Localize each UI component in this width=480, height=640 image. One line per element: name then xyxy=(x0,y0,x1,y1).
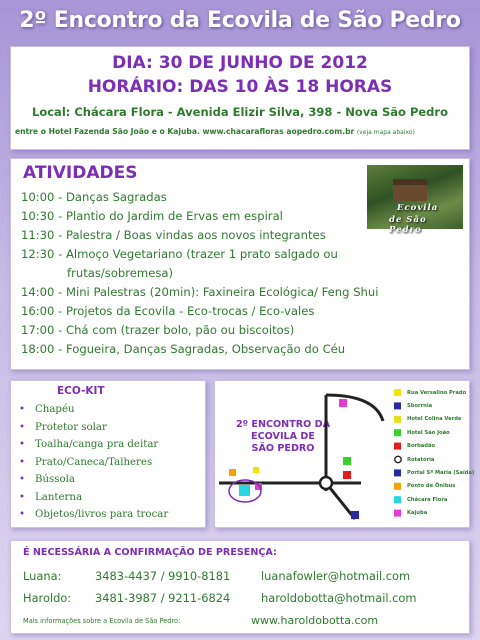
marker-portal xyxy=(351,511,359,519)
activity-text: Chá com (trazer bolo, pão ou biscoitos) xyxy=(65,323,295,337)
marker-hotel-sao-joao xyxy=(343,457,351,465)
activities-heading: ATIVIDADES xyxy=(23,163,138,183)
contact-email[interactable]: haroldobotta@hotmail.com xyxy=(261,591,417,605)
contact-email[interactable]: luanafowler@hotmail.com xyxy=(261,569,411,583)
marker-kajuba xyxy=(339,399,347,407)
bullet-icon: • xyxy=(19,456,26,468)
legend-swatch xyxy=(394,389,401,396)
eco-kit-item xyxy=(19,456,152,470)
eco-kit-item-label: Prato/Caneca/Talheres xyxy=(35,456,153,468)
eco-kit-item xyxy=(19,491,82,505)
marker-chacara-flora xyxy=(239,485,250,496)
more-info-label: Mais informações sobre a Ecovila de São Pedro: xyxy=(23,617,181,625)
activity-item: 18:00 - Fogueira, Danças Sagradas, Observação do Céu xyxy=(21,342,346,356)
directions-text: entre o Hotel Fazenda São João e o Kajuba. xyxy=(15,127,200,136)
legend-swatch xyxy=(394,402,401,409)
eco-kit-item xyxy=(19,421,107,435)
legend-swatch xyxy=(394,429,401,436)
eco-kit-item-label: Protetor solar xyxy=(35,421,107,433)
legend-swatch xyxy=(394,416,401,423)
activity-time: 18:00 xyxy=(21,342,55,356)
contact-phones: 3483-4437 / 9910-8181 xyxy=(95,569,231,583)
activity-text: Almoço Vegetariano (trazer 1 prato salgado ou xyxy=(65,247,338,261)
activity-text: frutas/sobremesa) xyxy=(67,266,174,280)
legend-label: Borbadão xyxy=(407,443,436,450)
eco-kit-item-label: Lanterna xyxy=(35,491,83,503)
photo-caption-1: Ecovila xyxy=(397,203,439,213)
map-title-1: 2º ENCONTRO DA xyxy=(235,419,331,430)
activity-item: 10:30 - Plantio do Jardim de Ervas em espiral xyxy=(21,209,283,223)
activity-item: 11:30 - Palestra / Boas vindas aos novos integrantes xyxy=(21,228,326,242)
eco-kit-item-label: Bússola xyxy=(35,474,75,485)
legend-label: Rua Versalino Prado xyxy=(407,389,467,396)
activity-text: Fogueira, Danças Sagradas, Observação do Céu xyxy=(65,342,346,356)
eco-kit-item xyxy=(19,508,168,522)
activity-item: 17:00 - Chá com (trazer bolo, pão ou biscoitos) xyxy=(21,323,295,337)
legend-swatch xyxy=(394,496,401,503)
legend-label: Hotel São João xyxy=(407,429,450,436)
event-directions xyxy=(15,127,467,136)
legend-label: Hotel Colina Verde xyxy=(407,416,462,423)
activity-item: 14:00 - Mini Palestras (20min): Faxineira Ecológica/ Feng Shui xyxy=(21,285,379,299)
contact-heading: É NECESSÁRIA A CONFIRMAÇÃO DE PRESENÇA: xyxy=(23,547,277,558)
eco-kit-item xyxy=(19,438,158,452)
map-note: (veja mapa abaixo) xyxy=(356,129,415,136)
marker-bus-stop xyxy=(229,469,236,476)
marker-rua xyxy=(253,467,259,473)
contact-name: Luana: xyxy=(23,569,62,583)
legend-label: Chácara Flora xyxy=(407,496,448,503)
bullet-icon: • xyxy=(19,474,26,485)
bullet-icon: • xyxy=(19,404,26,415)
poster-title: 2º Encontro da Ecovila de São Pedro xyxy=(19,8,461,33)
photo-caption-2: de São Pedro xyxy=(389,215,427,235)
activity-text: Plantio do Jardim de Ervas em espiral xyxy=(65,209,283,223)
activity-item: 16:00 - Projetos da Ecovila - Eco-trocas / Eco-vales xyxy=(21,304,315,318)
map-title-3: SÃO PEDRO xyxy=(251,443,315,454)
activity-item xyxy=(21,265,431,282)
legend-swatch xyxy=(395,456,401,462)
eco-kit-item xyxy=(19,473,75,487)
contact-name: Haroldo: xyxy=(23,591,72,605)
legend-label: Rotatória xyxy=(407,456,435,463)
legend-label: Portal Sº Maria (Saída) xyxy=(407,469,475,476)
legend-label: Kajuba xyxy=(407,510,428,517)
bullet-icon: • xyxy=(19,491,26,503)
activity-text: Projetos da Ecovila - Eco-trocas / Eco-vales xyxy=(65,304,315,318)
legend-label: Sborrnia xyxy=(407,402,433,409)
venue-website: www.chacarafloras aopedro.com.br xyxy=(202,127,355,136)
activity-time: 10:30 xyxy=(21,209,55,223)
eco-kit-box xyxy=(10,380,206,528)
more-info-link[interactable]: www.haroldobotta.com xyxy=(251,614,379,627)
event-date: DIA: 30 DE JUNHO DE 2012 xyxy=(112,53,368,73)
route-map xyxy=(215,381,471,529)
legend-swatch xyxy=(394,483,401,490)
legend-swatch xyxy=(394,443,401,450)
event-time: HORÁRIO: DAS 10 ÀS 18 HORAS xyxy=(87,77,393,97)
eco-kit-item-label: Objetos/livros para trocar xyxy=(35,509,169,520)
activity-text: Palestra / Boas vindas aos novos integrantes xyxy=(65,228,326,242)
event-info-box xyxy=(10,46,470,150)
contact-box xyxy=(10,540,470,634)
bullet-icon: • xyxy=(19,509,26,520)
activity-text: Danças Sagradas xyxy=(65,190,167,204)
map-box xyxy=(214,380,475,528)
bullet-icon: • xyxy=(19,421,26,433)
road-arc xyxy=(326,395,383,421)
bullet-icon: • xyxy=(19,439,26,450)
activity-item: 12:30 - Almoço Vegetariano (trazer 1 prato salgado ou xyxy=(21,247,338,261)
legend-label: Ponto de Ônibus xyxy=(407,483,456,490)
activity-time: 17:00 xyxy=(21,323,55,337)
eco-kit-item xyxy=(19,403,75,417)
legend-swatch xyxy=(394,469,401,476)
activity-text: Mini Palestras (20min): Faxineira Ecológica/ Feng Shui xyxy=(65,285,379,299)
eco-kit-heading: ECO-KIT xyxy=(57,385,105,397)
activity-time: 10:00 xyxy=(21,190,55,204)
activity-time: 16:00 xyxy=(21,304,55,318)
event-location: Local: Chácara Flora - Avenida Elizir Silva, 398 - Nova São Pedro xyxy=(32,105,448,119)
contact-phones: 3481-3987 / 9211-6824 xyxy=(95,591,231,605)
activity-time: 11:30 xyxy=(21,228,55,242)
map-legend xyxy=(394,389,401,517)
map-title-2: ECOVILA DE xyxy=(251,431,315,442)
eco-kit-item-label: Toalha/canga pra deitar xyxy=(35,439,159,450)
activity-time: 14:00 xyxy=(21,285,55,299)
activity-time: 12:30 xyxy=(21,247,55,261)
eco-kit-item-label: Chapéu xyxy=(35,404,75,415)
activity-item: 10:00 - Danças Sagradas xyxy=(21,190,167,204)
activities-box xyxy=(10,158,470,370)
roundabout-icon xyxy=(320,477,332,489)
legend-swatch xyxy=(394,510,401,517)
marker-borbadao xyxy=(343,471,351,479)
